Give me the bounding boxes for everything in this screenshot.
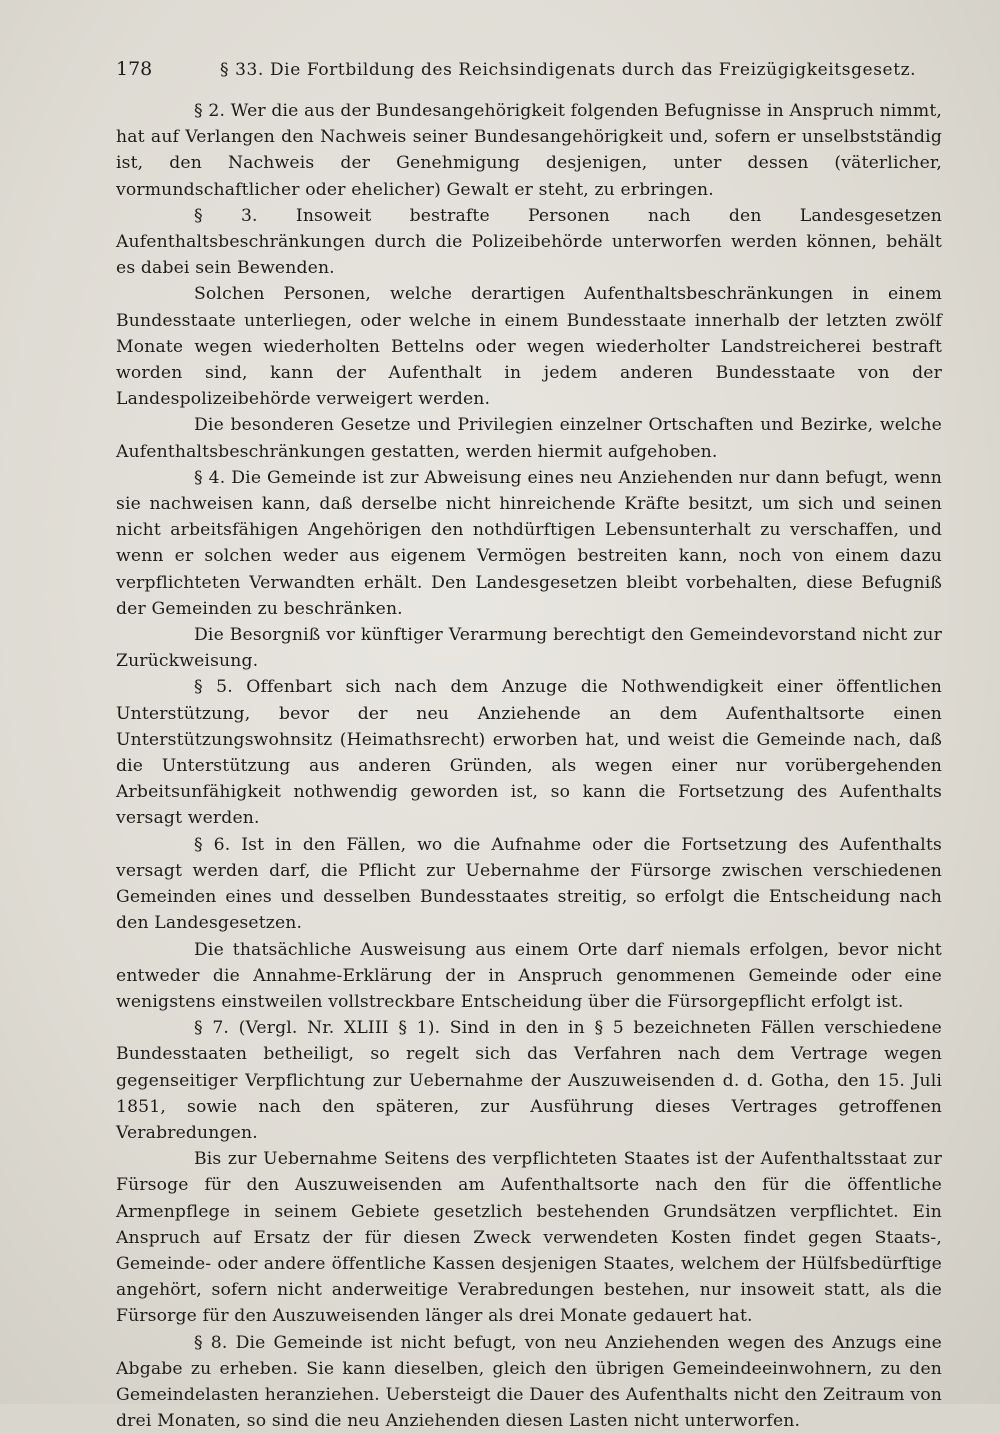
paragraph-section-4: § 4. Die Gemeinde ist zur Abweisung eines neu Anziehenden nur dann befugt, wenn sie nachweisen kann, daß derselbe nicht hinreichende Kräfte besitzt, um sich und seinen nicht arbeitsfähigen Angehörigen den nothdürftigen Lebensunterhalt zu verschaffen, und wenn er solchen weder aus eigenem Vermögen bestreiten kann, noch von einem dazu verpflichteten Verwandten erhält. Den Landesgesetzen bleibt vorbehalten, diese Befugniß der Gemeinden zu beschränken. (116, 467, 942, 619)
paragraph-section-7-care: Bis zur Uebernahme Seitens des verpflichteten Staates ist der Aufenthaltsstaat zur Fürsoge für den Auszuweisenden am Aufenthaltsorte nach den für die öffentliche Armenpflege in seinem Gebiete gesetzlich bestehenden Grundsätzen verpflichtet. Ein Anspruch auf Ersatz der für diesen Zweck verwendeten Kosten findet gegen Staats-, Gemeinde- oder andere öffentliche Kassen desjenigen Staates, welchem der Hülfsbedürftige angehört, sofern nicht anderweitige Verabredungen bestehen, nur insoweit statt, als die Fürsorge für den Auszuweisenden länger als drei Monate gedauert hat. (116, 1149, 942, 1327)
body-text (116, 98, 942, 1434)
paragraph-section-6: § 6. Ist in den Fällen, wo die Aufnahme oder die Fortsetzung des Aufenthalts versagt werden darf, die Pflicht zur Uebernahme der Fürsorge zwischen verschiedenen Gemeinden eines und desselben Bundesstaates streitig, so erfolgt die Entscheidung nach den Landesgesetzen. (116, 834, 942, 934)
running-title: § 33. Die Fortbildung des Reichsindigenats durch das Freizügigkeitsgesetz. (220, 60, 917, 80)
paragraph-section-7: § 7. (Vergl. Nr. XLIII § 1). Sind in den in § 5 bezeichneten Fällen verschiedene Bundesstaaten betheiligt, so regelt sich das Verfahren nach dem Vertrage wegen gegenseitiger Verpflichtung zur Uebernahme der Auszuweisenden d. d. Gotha, den 15. Juli 1851, sowie nach den späteren, zur Ausführung dieses Vertrages getroffenen Verabredungen. (116, 1018, 942, 1143)
page-number: 178 (116, 58, 153, 80)
paragraph-section-4-poverty: Die Besorgniß vor künftiger Verarmung berechtigt den Gemeindevorstand nicht zur Zurückweisung. (116, 625, 942, 672)
paragraph-section-8: § 8. Die Gemeinde ist nicht befugt, von neu Anziehenden wegen des Anzugs eine Abgabe zu erheben. Sie kann dieselben, gleich den übrigen Gemeindeeinwohnern, zu den Gemeindelasten heranziehen. Uebersteigt die Dauer des Aufenthalts nicht den Zeitraum von drei Monaten, so sind die neu Anziehenden diesen Lasten nicht unterworfen. (116, 1332, 942, 1432)
paragraph-section-5: § 5. Offenbart sich nach dem Anzuge die Nothwendigkeit einer öffentlichen Unterstützung, bevor der neu Anziehende an dem Aufenthaltsorte einen Unterstützungswohnsitz (Heimathsrecht) erworben hat, und weist die Gemeinde nach, daß die Unterstützung aus anderen Gründen, als wegen einer nur vorübergehenden Arbeitsunfähigkeit nothwendig geworden ist, so kann die Fortsetzung des Aufenthalts versagt werden. (116, 677, 942, 829)
paragraph-section-3: § 3. Insoweit bestrafte Personen nach den Landesgesetzen Aufenthaltsbeschränkungen durch die Polizeibehörde unterworfen werden können, behält es dabei sein Bewenden. (116, 205, 942, 279)
paragraph-section-3-persons: Solchen Personen, welche derartigen Aufenthaltsbeschränkungen in einem Bundesstaate unterliegen, oder welche in einem Bundesstaate innerhalb der letzten zwölf Monate wegen wiederholten Bettelns oder wegen wiederholter Landstreicherei bestraft worden sind, kann der Aufenthalt in jedem anderen Bundesstaate von der Landespolizeibehörde verweigert werden. (116, 284, 942, 410)
paragraph-section-2: § 2. Wer die aus der Bundesangehörigkeit folgenden Befugnisse in Anspruch nimmt, hat auf Verlangen den Nachweis seiner Bundesangehörigkeit und, sofern er unselbstständig ist, den Nachweis der Genehmigung desjenigen, unter dessen (väterlicher, vormundschaftlicher oder ehelicher) Gewalt er steht, zu erbringen. (116, 101, 943, 200)
paragraph-section-3-privileges: Die besonderen Gesetze und Privilegien einzelner Ortschaften und Bezirke, welche Aufenthaltsbeschränkungen gestatten, werden hiermit aufgehoben. (116, 415, 942, 462)
page-header (116, 58, 942, 80)
paragraph-section-6-expulsion: Die thatsächliche Ausweisung aus einem Orte darf niemals erfolgen, bevor nicht entweder die Annahme-Erklärung der in Anspruch genommenen Gemeinde oder eine wenigstens einstweilen vollstreckbare Entscheidung über die Fürsorgepflicht erfolgt ist. (116, 939, 942, 1012)
